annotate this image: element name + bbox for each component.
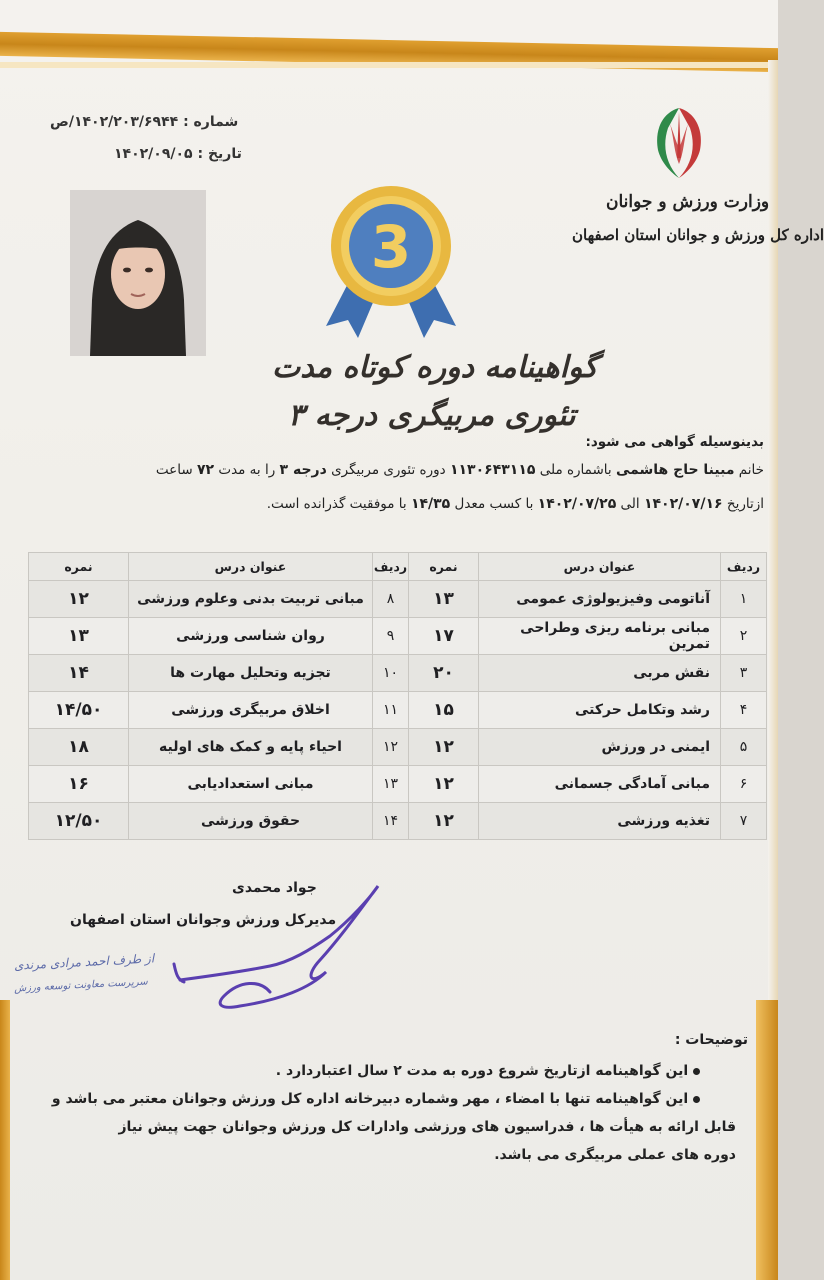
row-number: ۱۱ bbox=[373, 692, 409, 729]
letter-date bbox=[114, 146, 242, 162]
ministry-name: وزارت ورزش و جوانان bbox=[606, 192, 770, 212]
course-title: تجزیه وتحلیل مهارت ها bbox=[129, 655, 373, 692]
course-title: تغذیه ورزشی bbox=[479, 803, 721, 840]
notes-list bbox=[40, 1060, 736, 1166]
text-to: الی bbox=[620, 496, 640, 512]
medal-icon bbox=[318, 178, 464, 338]
signatory-title: مدیرکل ورزش وجوانان استان اصفهان bbox=[70, 912, 337, 928]
letter-number-label: شماره : bbox=[183, 114, 239, 130]
header-grade-right: نمره bbox=[409, 553, 479, 581]
recipient-name: مبینا حاج هاشمی bbox=[615, 462, 735, 478]
letter-number-value: ۱۴۰۲/۲۰۳/۶۹۴۴/ص bbox=[50, 114, 179, 130]
header-course-left: عنوان درس bbox=[129, 553, 373, 581]
row-number: ۲ bbox=[721, 618, 767, 655]
header-row-left: ردیف bbox=[373, 553, 409, 581]
letter-date-value: ۱۴۰۲/۰۹/۰۵ bbox=[114, 146, 193, 162]
date-to: ۱۴۰۲/۰۷/۲۵ bbox=[537, 496, 617, 512]
note-text: این گواهینامه ازتاریخ شروع دوره به مدت ۲ سال اعتباردارد . bbox=[275, 1063, 689, 1079]
course-degree: درجه ۳ bbox=[279, 462, 327, 478]
course-title: آناتومی وفیزیولوژی عمومی bbox=[479, 581, 721, 618]
table-row bbox=[29, 803, 767, 840]
course-title: احیاء پایه و کمک های اولیه bbox=[129, 729, 373, 766]
course-title: روان شناسی ورزشی bbox=[129, 618, 373, 655]
letter-date-label: تاریخ : bbox=[197, 146, 242, 162]
course-grade: ۱۷ bbox=[409, 618, 479, 655]
course-title: اخلاق مربیگری ورزشی bbox=[129, 692, 373, 729]
text-duration: را به مدت bbox=[218, 462, 276, 478]
note-text: این گواهینامه تنها با امضاء ، مهر وشماره دبیرخانه اداره کل ورزش وجوانان معتبر می باشد و bbox=[51, 1091, 689, 1107]
course-grade: ۱۳ bbox=[29, 618, 129, 655]
text-end: با موفقیت گذرانده است. bbox=[266, 496, 407, 512]
table-row bbox=[29, 729, 767, 766]
note-item bbox=[40, 1060, 700, 1082]
row-number: ۸ bbox=[373, 581, 409, 618]
text-from: ازتاریخ bbox=[726, 496, 764, 512]
department-name: اداره کل ورزش و جوانان استان اصفهان bbox=[572, 226, 824, 244]
date-from: ۱۴۰۲/۰۷/۱۶ bbox=[643, 496, 723, 512]
note-continuation: قابل ارائه به هیأت ها ، فدراسیون های ورزشی وادارات کل ورزش وجوانان جهت پیش نیاز bbox=[118, 1119, 736, 1135]
text-course: دوره تئوری مربیگری bbox=[331, 462, 446, 478]
table-row bbox=[29, 766, 767, 803]
course-grade: ۱۶ bbox=[29, 766, 129, 803]
certificate-intro: بدینوسیله گواهی می شود: bbox=[585, 434, 764, 450]
gold-frame-right bbox=[768, 60, 778, 1000]
table-row bbox=[29, 581, 767, 618]
course-title: مبانی آمادگی جسمانی bbox=[479, 766, 721, 803]
row-number: ۹ bbox=[373, 618, 409, 655]
course-title: مبانی استعدادیابی bbox=[129, 766, 373, 803]
text-prefix: خانم bbox=[738, 462, 764, 478]
text-mid: باشماره ملی bbox=[539, 462, 612, 478]
course-grade: ۱۲ bbox=[409, 803, 479, 840]
certificate-subtitle: تئوری مربیگری درجه ۳ bbox=[288, 398, 576, 433]
course-title: ایمنی در ورزش bbox=[479, 729, 721, 766]
average-grade: ۱۴/۳۵ bbox=[410, 496, 451, 512]
bullet-icon bbox=[693, 1096, 700, 1103]
course-grade: ۱۲/۵۰ bbox=[29, 803, 129, 840]
row-number: ۷ bbox=[721, 803, 767, 840]
row-number: ۶ bbox=[721, 766, 767, 803]
course-title: مبانی برنامه ریزی وطراحی تمرین bbox=[479, 618, 721, 655]
notes-title: توضیحات : bbox=[674, 1032, 748, 1048]
course-grade: ۱۸ bbox=[29, 729, 129, 766]
gold-frame-top-inner bbox=[0, 62, 778, 68]
national-id: ۱۱۳۰۶۴۳۱۱۵ bbox=[449, 462, 536, 478]
row-number: ۱۴ bbox=[373, 803, 409, 840]
bullet-icon bbox=[693, 1068, 700, 1075]
course-grade: ۱۲ bbox=[409, 729, 479, 766]
course-grade: ۱۴ bbox=[29, 655, 129, 692]
gold-frame-bottom-left bbox=[0, 1000, 10, 1280]
letter-number bbox=[50, 114, 238, 130]
course-grade: ۱۳ bbox=[409, 581, 479, 618]
certificate-line-2 bbox=[267, 496, 764, 512]
row-number: ۵ bbox=[721, 729, 767, 766]
header-grade-left: نمره bbox=[29, 553, 129, 581]
course-grade: ۲۰ bbox=[409, 655, 479, 692]
applicant-photo bbox=[70, 190, 206, 356]
table-row bbox=[29, 692, 767, 729]
header-course-right: عنوان درس bbox=[479, 553, 721, 581]
table-row bbox=[29, 618, 767, 655]
table-row bbox=[29, 655, 767, 692]
course-grade: ۱۴/۵۰ bbox=[29, 692, 129, 729]
grades-table bbox=[28, 552, 767, 840]
course-title: حقوق ورزشی bbox=[129, 803, 373, 840]
hours-unit: ساعت bbox=[155, 462, 193, 478]
stamp-line-2: سرپرست معاونت توسعه ورزش bbox=[13, 976, 149, 995]
row-number: ۱۲ bbox=[373, 729, 409, 766]
table-header-row bbox=[29, 553, 767, 581]
course-hours: ۷۲ bbox=[196, 462, 215, 478]
note-item bbox=[40, 1088, 700, 1110]
course-title: مبانی تربیت بدنی وعلوم ورزشی bbox=[129, 581, 373, 618]
row-number: ۱۳ bbox=[373, 766, 409, 803]
text-average: با کسب معدل bbox=[454, 496, 534, 512]
header-row-right: ردیف bbox=[721, 553, 767, 581]
course-title: نقش مربی bbox=[479, 655, 721, 692]
certificate-line-1 bbox=[156, 462, 764, 478]
certificate-title: گواهینامه دوره کوتاه مدت bbox=[272, 350, 598, 385]
gold-frame-bottom-right bbox=[756, 1000, 778, 1280]
row-number: ۱ bbox=[721, 581, 767, 618]
row-number: ۴ bbox=[721, 692, 767, 729]
signature-scribble-icon bbox=[160, 880, 390, 1020]
iran-emblem-icon bbox=[636, 98, 722, 184]
course-grade: ۱۲ bbox=[409, 766, 479, 803]
note-continuation: دوره های عملی مربیگری می باشد. bbox=[494, 1147, 736, 1163]
row-number: ۱۰ bbox=[373, 655, 409, 692]
medal-number: 3 bbox=[370, 213, 412, 281]
signatory-name: جواد محمدی bbox=[232, 880, 317, 896]
course-grade: ۱۲ bbox=[29, 581, 129, 618]
stamp-line-1: از طرف احمد مرادی مرندی bbox=[13, 951, 155, 973]
row-number: ۳ bbox=[721, 655, 767, 692]
course-grade: ۱۵ bbox=[409, 692, 479, 729]
course-title: رشد وتکامل حرکتی bbox=[479, 692, 721, 729]
